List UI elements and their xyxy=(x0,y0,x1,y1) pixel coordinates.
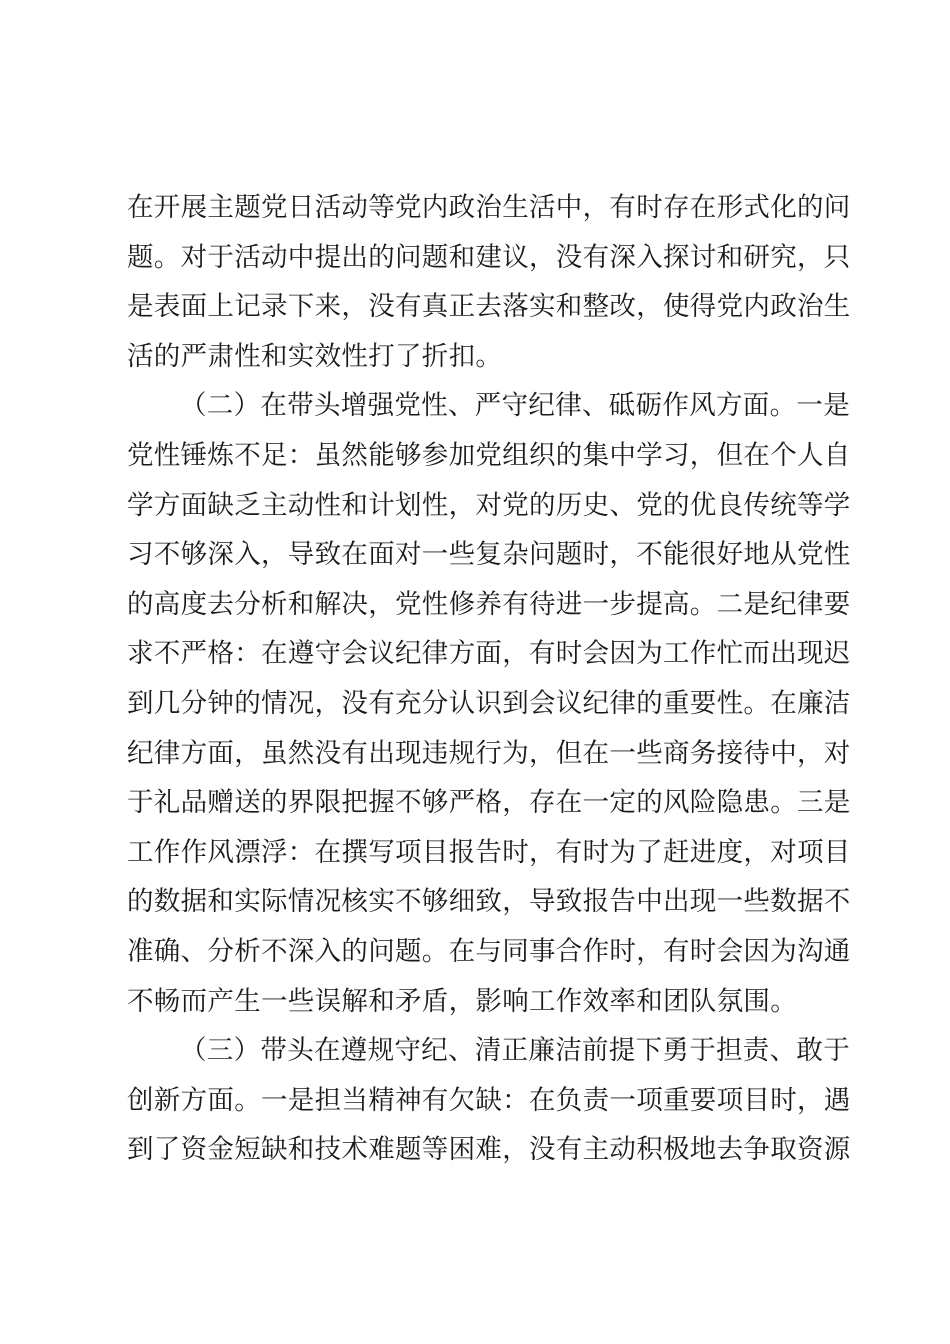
text-line: 在开展主题党日活动等党内政治生活中，有时存在形式化的问 xyxy=(127,192,851,223)
text-line: 于礼品赠送的界限把握不够严格，存在一定的风险隐患。三是 xyxy=(127,787,851,819)
text-line: 题。对于活动中提出的问题和建议，没有深入探讨和研究，只 xyxy=(127,241,851,273)
text-line: 不畅而产生一些误解和矛盾，影响工作效率和团队氛围。 xyxy=(127,985,797,1017)
paragraph-1 xyxy=(127,183,851,381)
text-line: 工作作风漂浮：在撰写项目报告时，有时为了赶进度，对项目 xyxy=(127,836,851,868)
text-line: 的高度去分析和解决，党性修养有待进一步提高。二是纪律要 xyxy=(127,588,851,620)
text-line: 是表面上记录下来，没有真正去落实和整改，使得党内政治生 xyxy=(127,291,851,323)
document-body xyxy=(127,183,851,1175)
text-line: （三）带头在遵规守纪、清正廉洁前提下勇于担责、敢于 xyxy=(180,1035,850,1067)
text-line: （二）在带头增强党性、严守纪律、砥砺作风方面。一是 xyxy=(180,390,850,422)
text-line: 到几分钟的情况，没有充分认识到会议纪律的重要性。在廉洁 xyxy=(127,687,851,719)
text-line: 纪律方面，虽然没有出现违规行为，但在一些商务接待中，对 xyxy=(127,737,851,769)
text-line: 党性锤炼不足：虽然能够参加党组织的集中学习，但在个人自 xyxy=(127,439,851,471)
text-line: 活的严肃性和实效性打了折扣。 xyxy=(127,340,503,372)
text-line: 学方面缺乏主动性和计划性，对党的历史、党的优良传统等学 xyxy=(127,489,851,521)
text-line: 的数据和实际情况核实不够细致，导致报告中出现一些数据不 xyxy=(127,886,851,918)
text-line: 准确、分析不深入的问题。在与同事合作时，有时会因为沟通 xyxy=(127,935,851,967)
text-line: 创新方面。一是担当精神有欠缺：在负责一项重要项目时，遇 xyxy=(127,1084,851,1116)
paragraph-2 xyxy=(127,381,851,1026)
text-line: 求不严格：在遵守会议纪律方面，有时会因为工作忙而出现迟 xyxy=(127,638,851,670)
paragraph-3 xyxy=(127,1026,851,1175)
text-line: 到了资金短缺和技术难题等困难，没有主动积极地去争取资源 xyxy=(127,1134,851,1166)
text-line: 习不够深入，导致在面对一些复杂问题时，不能很好地从党性 xyxy=(127,539,851,571)
